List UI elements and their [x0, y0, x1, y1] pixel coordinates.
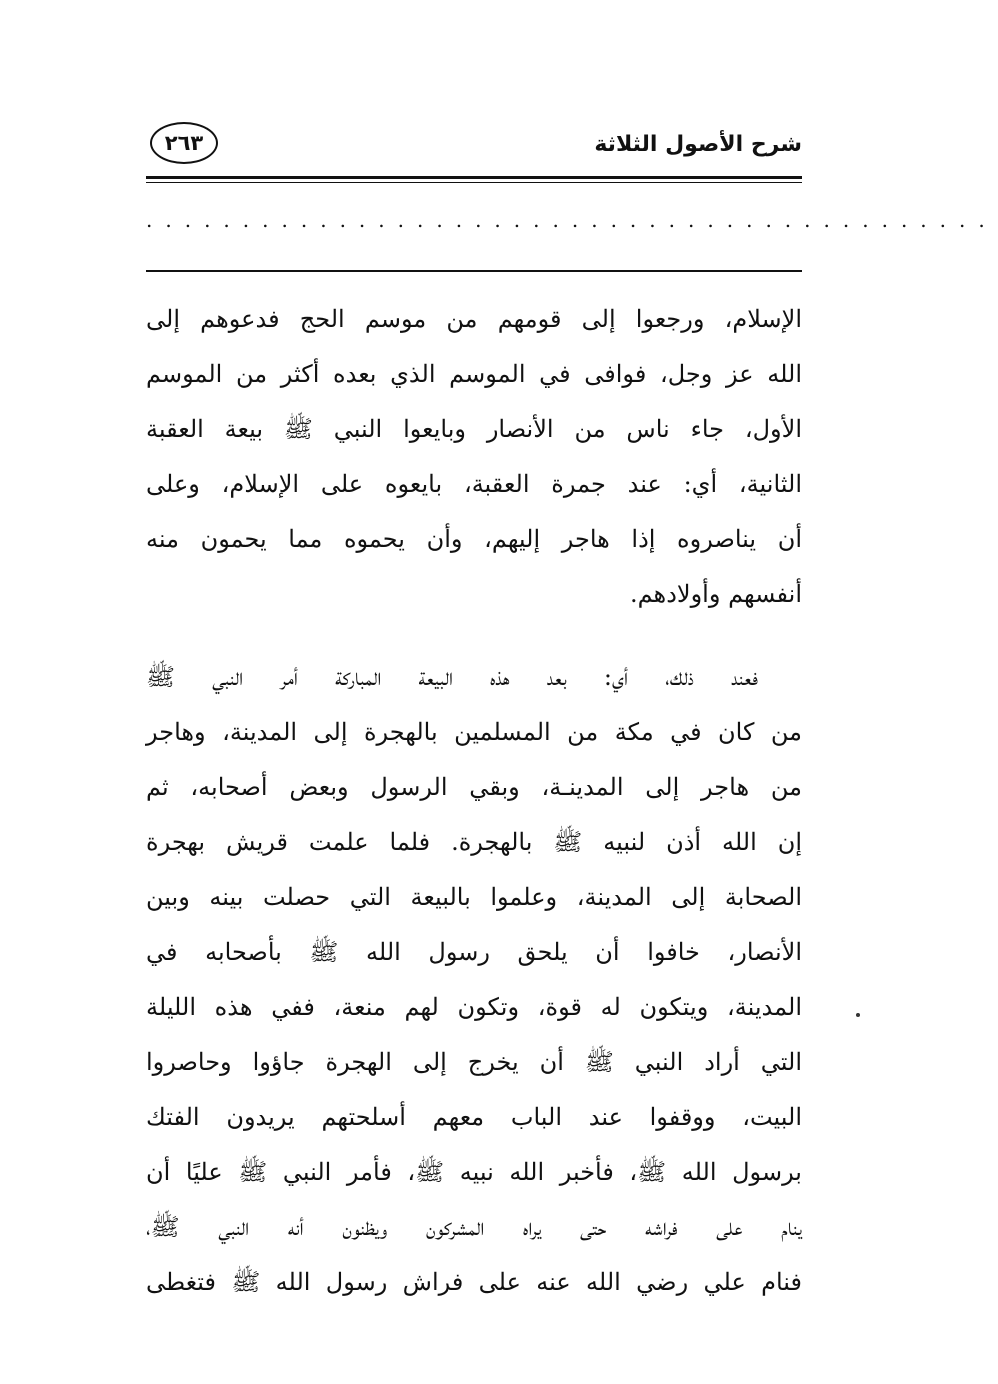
scan-speck — [856, 1013, 860, 1017]
text-line: التي أراد النبي ﷺ أن يخرج إلى الهجرة جاؤوا وحاصروا — [146, 1048, 802, 1076]
body-text — [146, 292, 802, 1310]
page-header — [146, 118, 802, 174]
text-line: إن الله أذن لنبيه ﷺ بالهجرة. فلما علمت قريش بهجرة — [146, 828, 802, 856]
paragraph-gap — [146, 622, 802, 650]
text-line: الله عز وجل، فوافى في الموسم الذي بعده أكثر من الموسم — [146, 360, 802, 388]
text-line: من هاجر إلى المدينـة، وبقي الرسول وبعض أصحابه، ثم — [146, 773, 802, 801]
elided-text-dots: ............................................ — [146, 208, 998, 232]
text-line: البيت، ووقفوا عند الباب معهم أسلحتهم يريدون الفتك — [146, 1103, 802, 1131]
text-line: من كان في مكة من المسلمين بالهجرة إلى المدينة، وهاجر — [146, 718, 802, 746]
text-line: أنفسهم وأولادهم. — [629, 580, 802, 608]
running-title: شرح الأصول الثلاثة — [594, 132, 802, 157]
text-line: فنام علي رضي الله عنه على فراش رسول الله ﷺ فتغطى — [146, 1268, 802, 1296]
header-rule-thick — [146, 176, 802, 179]
section-divider — [146, 270, 802, 272]
text-line: ينام على فراشه حتى يراه المشركون ويظنون أنه النبي ﷺ، — [146, 1213, 802, 1241]
text-line: برسول الله ﷺ، فأخبر الله نبيه ﷺ، فأمر النبي ﷺ عليًا أن — [146, 1158, 802, 1186]
page-number-badge — [150, 122, 218, 164]
text-line: الثانية، أي: عند جمرة العقبة، بايعوه على الإسلام، وعلى — [146, 470, 802, 498]
text-line: الإسلام، ورجعوا إلى قومهم من موسم الحج فدعوهم إلى — [146, 305, 802, 333]
text-line: فعند ذلك، أي: بعد هذه البيعة المباركة أمر النبي ﷺ — [146, 663, 758, 691]
text-line: الأنصار، خافوا أن يلحق رسول الله ﷺ بأصحابه في — [146, 938, 802, 966]
header-rule-thin — [146, 182, 802, 183]
text-line: أن يناصروه إذا هاجر إليهم، وأن يحموه مما يحمون منه — [146, 525, 802, 553]
text-line: الصحابة إلى المدينة، وعلموا بالبيعة التي حصلت بينه وبين — [146, 883, 802, 911]
text-line: الأول، جاء ناس من الأنصار وبايعوا النبي ﷺ بيعة العقبة — [146, 415, 802, 443]
text-line: المدينة، ويتكون له قوة، وتكون لهم منعة، ففي هذه الليلة — [146, 993, 802, 1021]
page-number: ٢٦٣ — [164, 131, 204, 155]
